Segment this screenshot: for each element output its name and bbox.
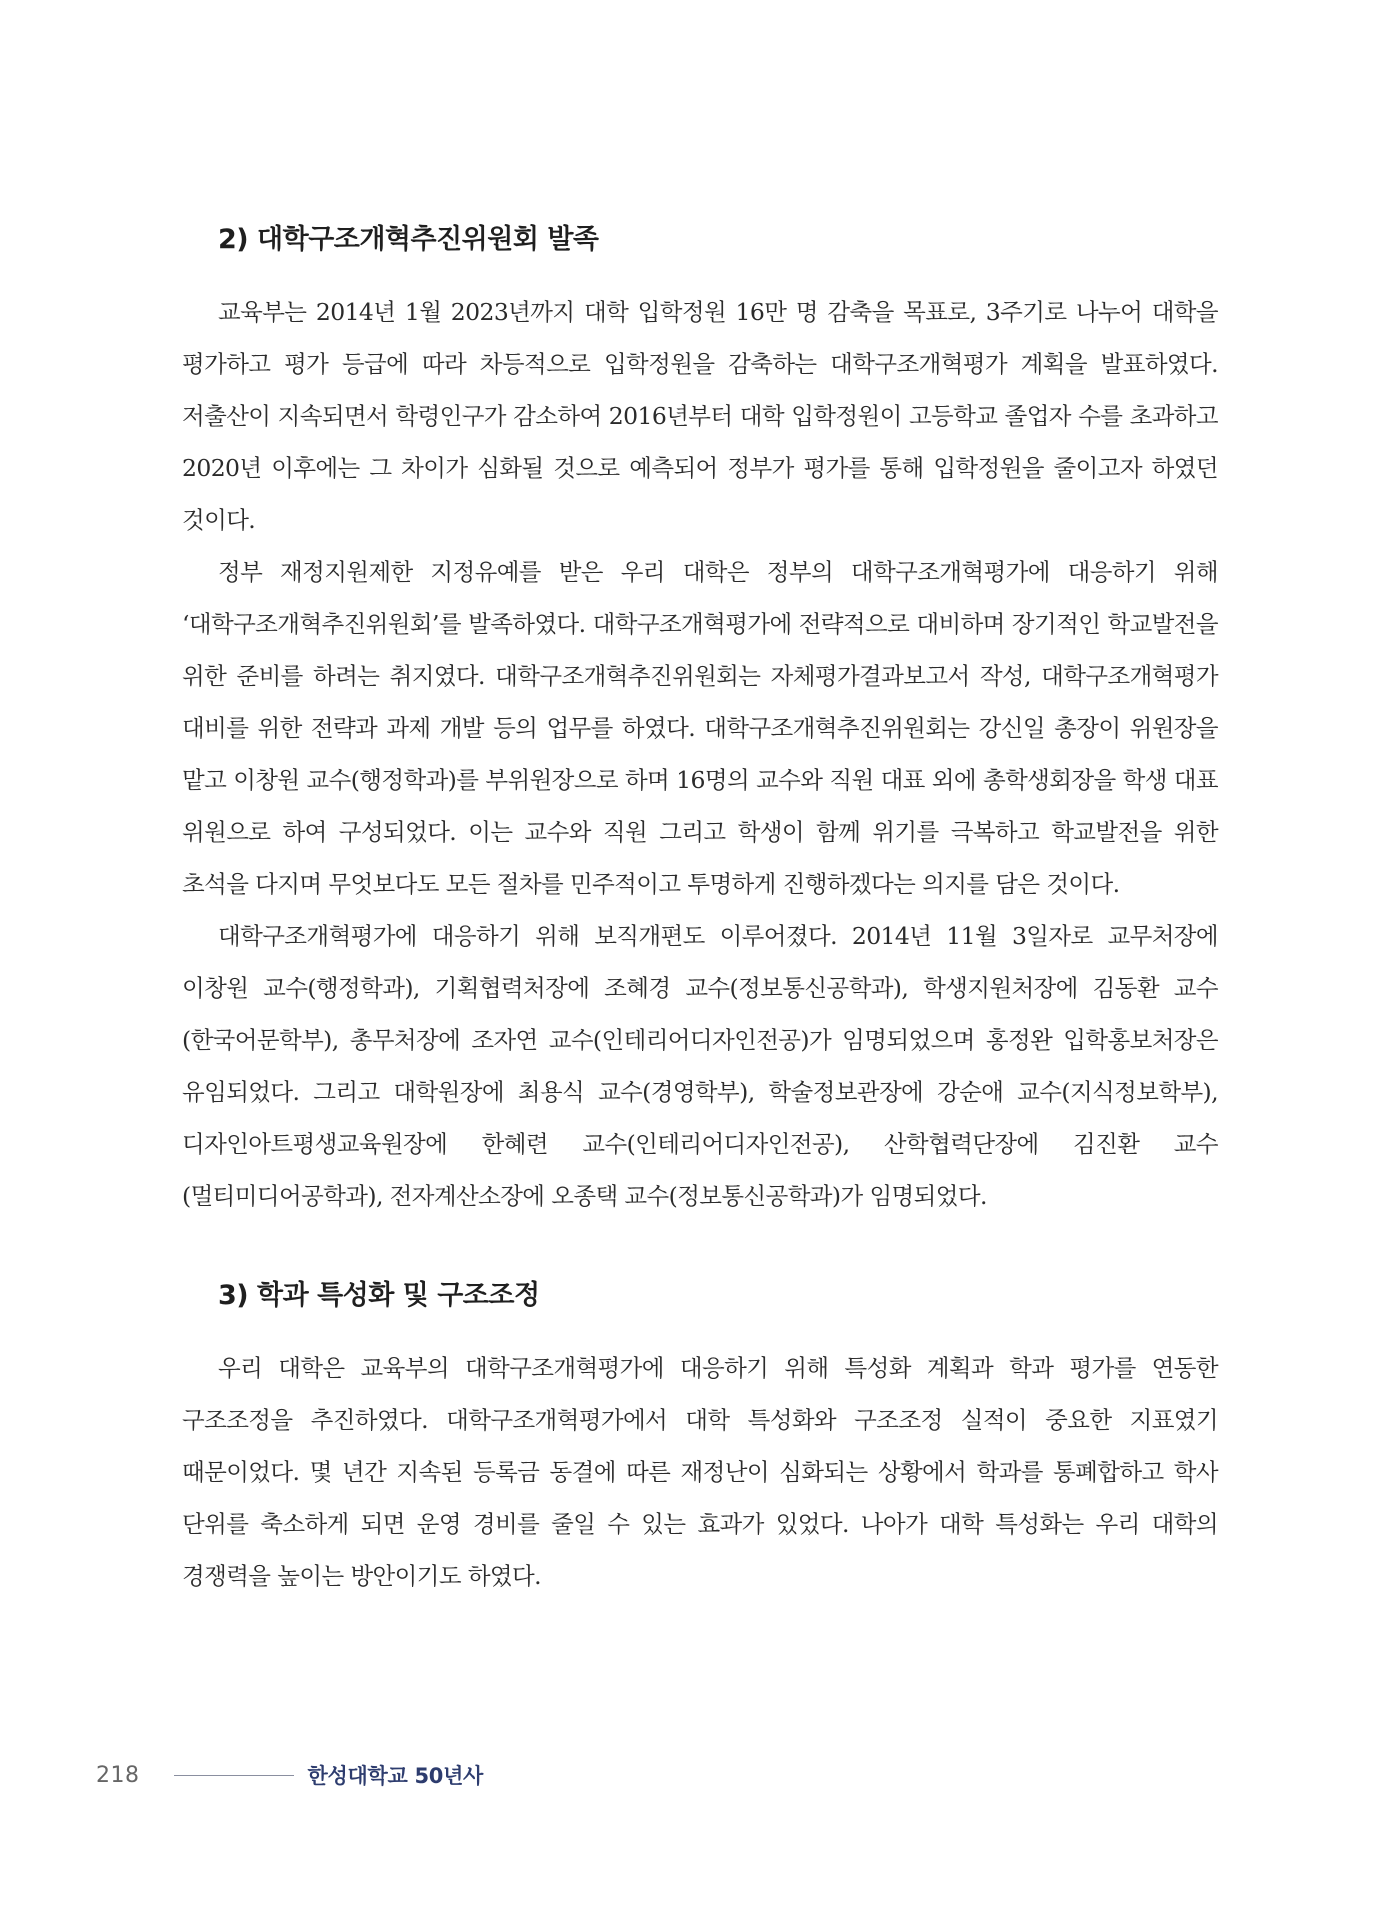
footer-divider	[174, 1775, 294, 1776]
book-title: 한성대학교 50년사	[307, 1764, 484, 1788]
paragraph: 우리 대학은 교육부의 대학구조개혁평가에 대응하기 위해 특성화 계획과 학과 평가를 연동한 구조조정을 추진하였다. 대학구조개혁평가에서 대학 특성화와 구조조정 실적이 중요한 지표였기 때문이었다. 몇 년간 지속된 등록금 동결에 따른 재정난이 심화되는 상황에서 학과를 통폐합하고 학사 단위를 축소하게 되면 운영 경비를 줄일 수 있는 효과가 있었다. 나아가 대학 특성화는 우리 대학의 경쟁력을 높이는 방안이기도 하였다.	[182, 1354, 1218, 1590]
paragraph: 대학구조개혁평가에 대응하기 위해 보직개편도 이루어졌다. 2014년 11월 3일자로 교무처장에 이창원 교수(행정학과), 기획협력처장에 조혜경 교수(정보통신공학과), 학생지원처장에 김동환 교수(한국어문학부), 총무처장에 조자연 교수(인테리어디자인전공)가 임명되었으며 홍정완 입학홍보처장은 유임되었다. 그리고 대학원장에 최용식 교수(경영학부), 학술정보관장에 강순애 교수(지식정보학부), 디자인아트평생교육원장에 한혜련 교수(인테리어디자인전공), 산학협력단장에 김진환 교수(멀티미디어공학과), 전자계산소장에 오종택 교수(정보통신공학과)가 임명되었다.	[182, 922, 1218, 1210]
paragraph: 정부 재정지원제한 지정유예를 받은 우리 대학은 정부의 대학구조개혁평가에 대응하기 위해 ‘대학구조개혁추진위원회’를 발족하였다. 대학구조개혁평가에 전략적으로 대비하며 장기적인 학교발전을 위한 준비를 하려는 취지였다. 대학구조개혁추진위원회는 자체평가결과보고서 작성, 대학구조개혁평가 대비를 위한 전략과 과제 개발 등의 업무를 하였다. 대학구조개혁추진위원회는 강신일 총장이 위원장을 맡고 이창원 교수(행정학과)를 부위원장으로 하며 16명의 교수와 직원 대표 외에 총학생회장을 학생 대표 위원으로 하여 구성되었다. 이는 교수와 직원 그리고 학생이 함께 위기를 극복하고 학교발전을 위한 초석을 다지며 무엇보다도 모든 절차를 민주적이고 투명하게 진행하겠다는 의지를 담은 것이다.	[182, 558, 1218, 898]
page-number: 218	[96, 1762, 140, 1788]
section-heading-2: 2) 대학구조개혁추진위원회 발족	[218, 224, 599, 255]
page-footer	[96, 1757, 483, 1793]
page-content	[182, 220, 1218, 1602]
paragraph: 교육부는 2014년 1월 2023년까지 대학 입학정원 16만 명 감축을 목표로, 3주기로 나누어 대학을 평가하고 평가 등급에 따라 차등적으로 입학정원을 감축하는 대학구조개혁평가 계획을 발표하였다. 저출산이 지속되면서 학령인구가 감소하여 2016년부터 대학 입학정원이 고등학교 졸업자 수를 초과하고 2020년 이후에는 그 차이가 심화될 것으로 예측되어 정부가 평가를 통해 입학정원을 줄이고자 하였던 것이다.	[182, 298, 1218, 534]
section-heading-3: 3) 학과 특성화 및 구조조정	[218, 1280, 540, 1311]
